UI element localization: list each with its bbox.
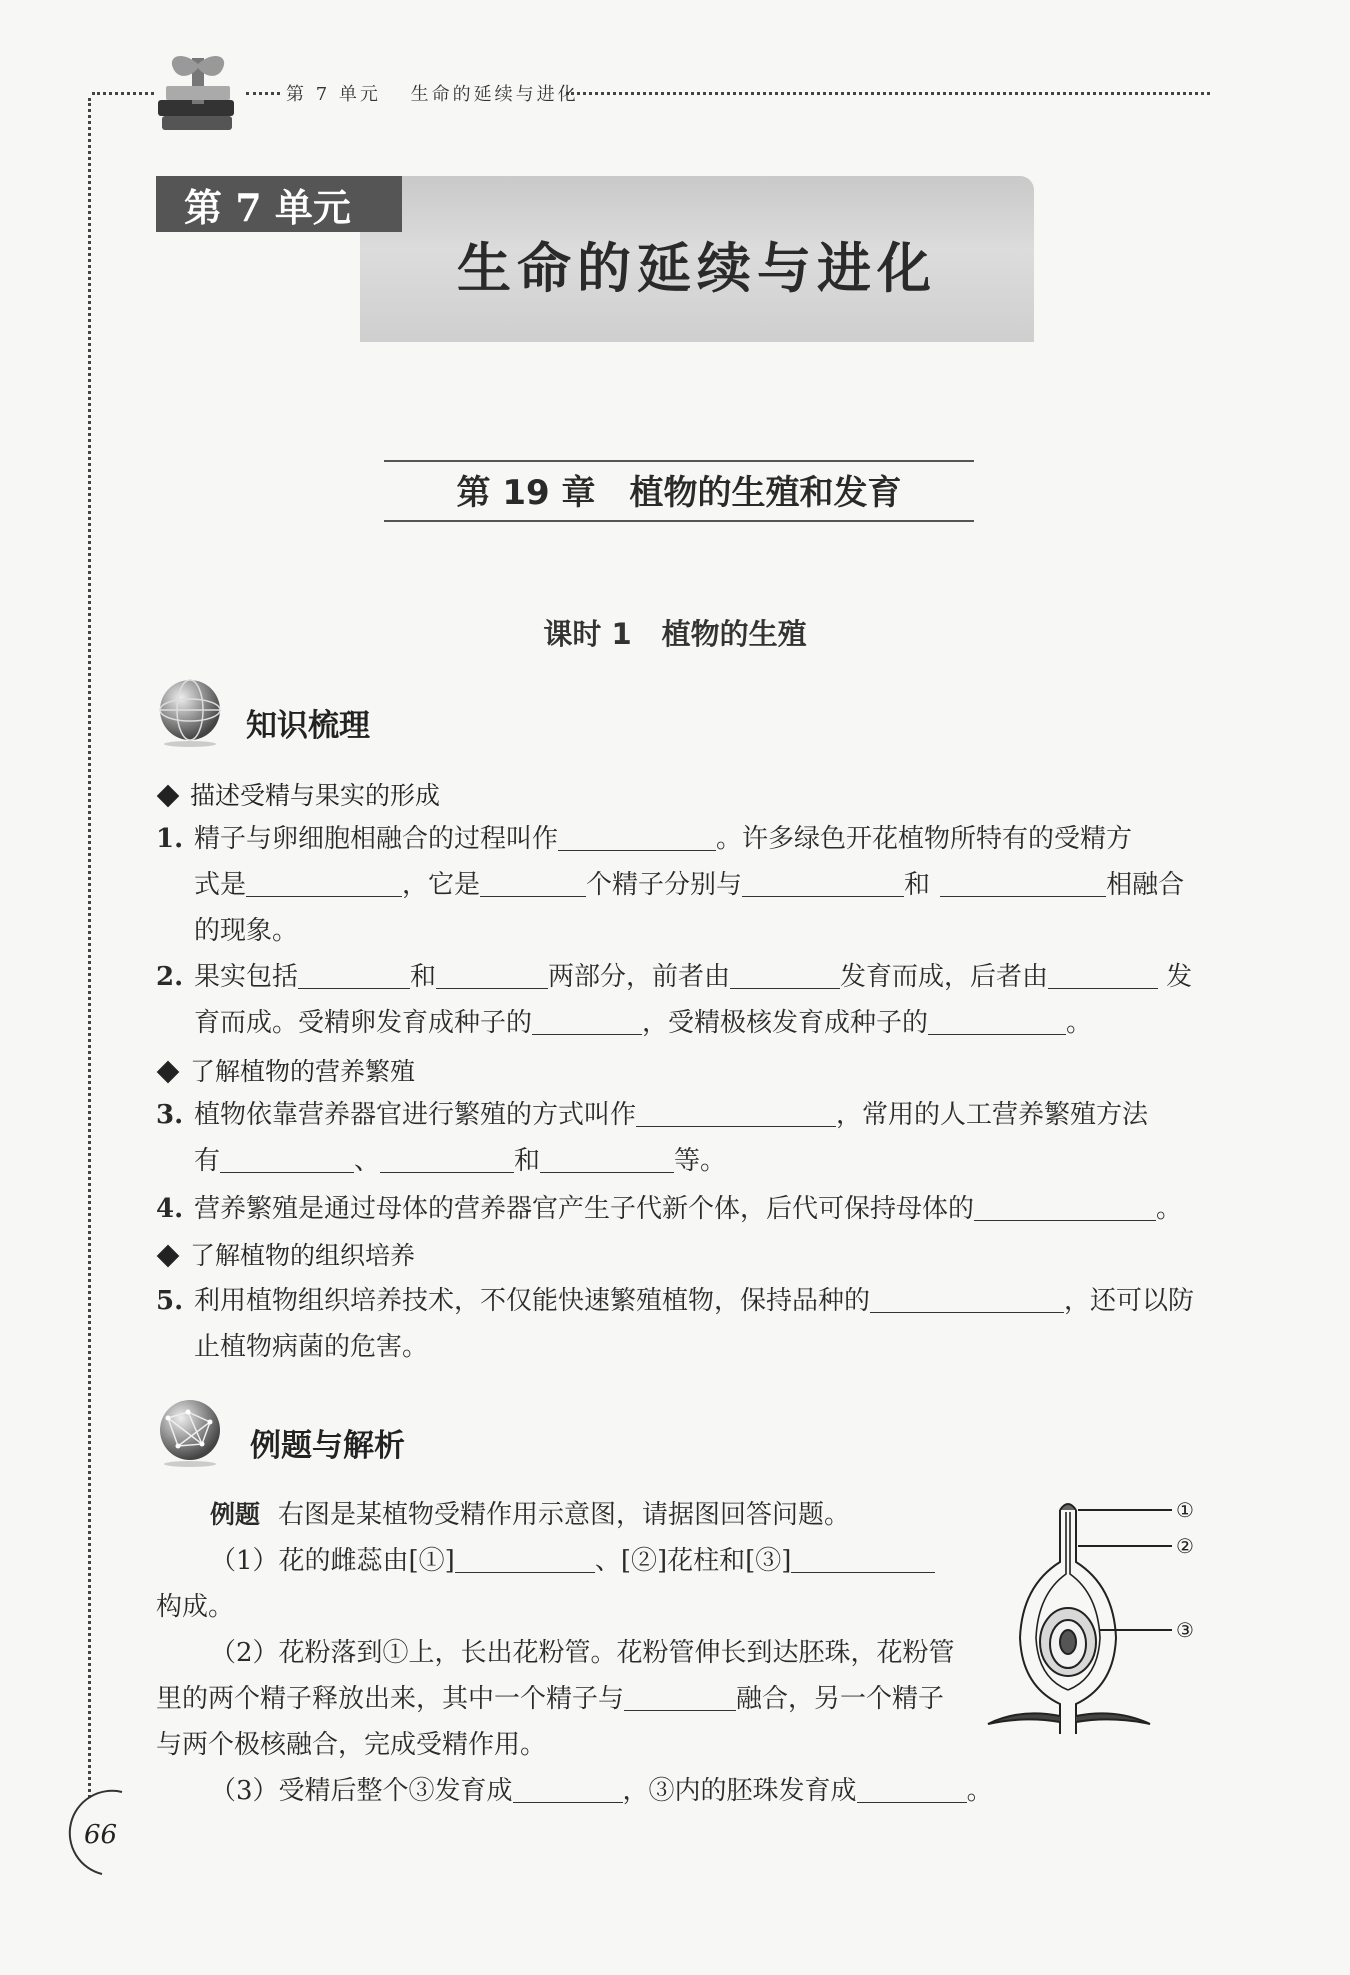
example-part2-line2: 里的两个精子释放出来，其中一个精子与 融合，另一个精子 — [156, 1684, 945, 1714]
unit-title: 生命的延续与进化 — [457, 237, 937, 300]
answer-blank[interactable] — [928, 1008, 1066, 1035]
answer-blank[interactable] — [1048, 962, 1158, 989]
header-dotted-rule-mid — [246, 92, 280, 95]
example-part1-line1: （1）花的雌蕊由[①] 、[②]花柱和[③] — [210, 1540, 935, 1577]
header-dotted-rule-left — [92, 92, 154, 95]
answer-blank[interactable] — [636, 1100, 836, 1127]
example-part2-line3: 与两个极核融合，完成受精作用。 — [156, 1730, 547, 1760]
answer-blank[interactable] — [742, 870, 904, 897]
example-part3-line1: （3）受精后整个③发育成 ，③内的胚珠发育成 。 — [210, 1776, 993, 1806]
pistil-fertilization-diagram — [980, 1490, 1220, 1740]
example-part1-line2: 构成。 — [156, 1592, 235, 1622]
margin-dotted-rule — [88, 98, 91, 1798]
subheading-vegetative-propagation: 了解植物的营养繁殖 — [156, 1052, 415, 1088]
chapter-heading — [384, 465, 974, 514]
page-number: 66 — [84, 1820, 118, 1850]
globe-network-icon — [154, 1396, 226, 1468]
q3-line2: 有 、 和 等。 — [194, 1146, 727, 1176]
answer-blank[interactable] — [791, 1546, 935, 1573]
knowledge-section-title: 知识梳理 — [246, 708, 370, 744]
books-gift-icon — [152, 50, 244, 136]
answer-blank[interactable] — [624, 1684, 736, 1711]
diamond-bullet-icon — [157, 1245, 180, 1268]
subheading-fertilization: 描述受精与果实的形成 — [156, 776, 440, 812]
q4-line1: 4. 营养繁殖是通过母体的营养器官产生子代新个体，后代可保持母体的 。 — [156, 1194, 1183, 1224]
figure-label-3: ③ — [1176, 1618, 1194, 1642]
examples-section-title: 例题与解析 — [250, 1428, 405, 1464]
q5-line1: 5. 利用植物组织培养技术，不仅能快速繁殖植物，保持品种的 ，还可以防 — [156, 1286, 1195, 1316]
answer-blank[interactable] — [857, 1776, 967, 1803]
answer-blank[interactable] — [974, 1194, 1156, 1221]
answer-blank[interactable] — [298, 962, 410, 989]
figure-label-1: ① — [1176, 1498, 1194, 1522]
q1-line2: 式是 ，它是 个精子分别与 和 相融合 — [194, 870, 1185, 900]
lesson-number: 课时 1 — [543, 617, 632, 651]
chapter-rule-bottom — [384, 520, 974, 522]
globe-icon — [154, 676, 226, 748]
chapter-title: 植物的生殖和发育 — [629, 473, 902, 513]
lesson-heading — [0, 612, 1350, 653]
diamond-bullet-icon — [157, 1061, 180, 1084]
example-intro: 例题 右图是某植物受精作用示意图，请据图回答问题。 — [210, 1500, 851, 1530]
answer-blank[interactable] — [480, 870, 586, 897]
q2-line1: 2. 果实包括 和 两部分，前者由 发育而成，后者由 发 — [156, 962, 1193, 992]
example-label: 例题 — [210, 1500, 261, 1529]
diamond-bullet-icon — [157, 785, 180, 808]
answer-blank[interactable] — [380, 1146, 514, 1173]
example-part2-line1: （2）花粉落到①上，长出花粉管。花粉管伸长到达胚珠，花粉管 — [210, 1638, 955, 1668]
answer-blank[interactable] — [558, 824, 716, 851]
answer-blank[interactable] — [436, 962, 548, 989]
q2-line2: 育而成。受精卵发育成种子的 ，受精极核发育成种子的 。 — [194, 1008, 1093, 1038]
running-header-title: 第 7 单元 生命的延续与进化 — [286, 84, 579, 105]
answer-blank[interactable] — [532, 1008, 642, 1035]
header-dotted-rule-right — [566, 92, 1210, 95]
chapter-number: 第 19 章 — [456, 473, 596, 513]
chapter-rule-top — [384, 460, 974, 462]
answer-blank[interactable] — [940, 870, 1106, 897]
q5-line2: 止植物病菌的危害。 — [194, 1332, 429, 1362]
answer-blank[interactable] — [540, 1146, 674, 1173]
answer-blank[interactable] — [870, 1286, 1064, 1313]
subheading-tissue-culture: 了解植物的组织培养 — [156, 1236, 415, 1272]
answer-blank[interactable] — [513, 1776, 623, 1803]
figure-label-2: ② — [1176, 1534, 1194, 1558]
unit-label: 第 7 单元 — [156, 176, 402, 232]
answer-blank[interactable] — [455, 1546, 595, 1573]
q1-line3: 的现象。 — [194, 916, 299, 946]
q1-line1: 1. 精子与卵细胞相融合的过程叫作 。许多绿色开花植物所特有的受精方 — [156, 824, 1133, 854]
q3-line1: 3. 植物依靠营养器官进行繁殖的方式叫作 ，常用的人工营养繁殖方法 — [156, 1100, 1149, 1130]
answer-blank[interactable] — [246, 870, 402, 897]
answer-blank[interactable] — [730, 962, 840, 989]
answer-blank[interactable] — [220, 1146, 354, 1173]
lesson-title: 植物的生殖 — [661, 617, 807, 651]
